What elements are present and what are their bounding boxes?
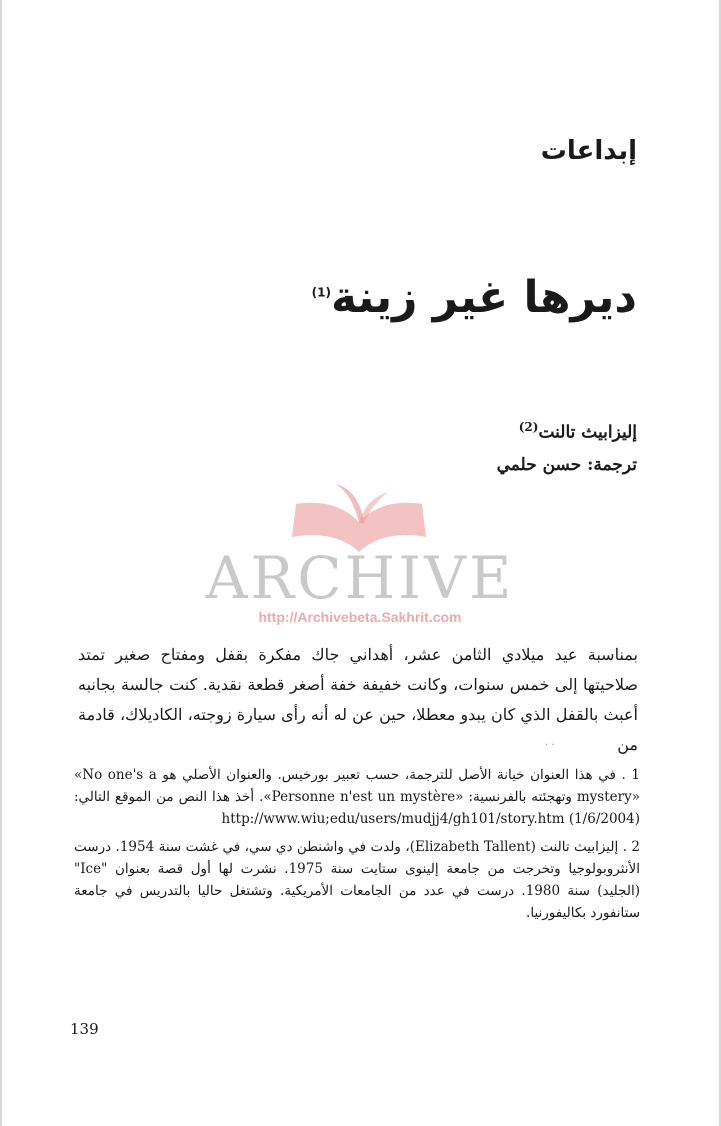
archive-watermark <box>200 476 520 636</box>
page-edge-left <box>0 0 2 1126</box>
footnote-2 <box>74 836 640 924</box>
footnote-2-text-c: (الجليد) سنة 1980. درست في عدد من الجامعات الأمريكية. وتشتغل حاليا بالتدريس في جامعة ستانفورد بكاليفورنيا. <box>74 883 640 921</box>
footnotes <box>74 764 640 930</box>
archive-watermark-word: ARCHIVE <box>205 544 515 612</box>
author-name <box>519 420 637 443</box>
footnote-1-english-title: «No one's a mystery» <box>74 767 640 805</box>
footnote-2-number: 2 . <box>622 839 640 855</box>
footnote-1-french-title: «Personne n'est un mystère» <box>263 789 464 805</box>
story-title <box>312 272 637 323</box>
author-name-text: إليزابيث تالنت <box>538 422 637 443</box>
footnote-1-text-b: وتهجئته بالفرنسية: <box>468 789 572 805</box>
story-paragraph: بمناسبة عيد ميلادي الثامن عشر، أهداني جاك مفكرة بقفل ومفتاح صغير تمتد صلاحيتها إلى خمس سنوات، وكانت خفيفة خفة أصغر قطعة نقدية. كنت جالسة بجانبه أعبث بالقفل الذي كان يبدو معطلا، حين عن له أنه رأى سيارة زوجته، الكاديلاك، قادمة من <box>78 645 638 754</box>
page-number: 139 <box>70 1020 99 1038</box>
footnote-1-url[interactable]: http://www.wiu;edu/users/mudjj4/gh101/story.htm (1/6/2004) <box>221 811 640 827</box>
author-footnote-ref[interactable]: (2) <box>518 420 539 434</box>
section-label: إبداعات <box>540 136 637 166</box>
scan-speck: · · <box>545 740 555 751</box>
footnote-2-ice-title: "Ice" <box>74 861 108 877</box>
footnote-2-english-name: (Elizabeth Tallent) <box>409 839 536 855</box>
title-footnote-ref[interactable]: (1) <box>311 285 331 300</box>
story-title-text: ديرها غير زينة <box>330 272 637 323</box>
archive-watermark-url[interactable]: http://Archivebeta.Sakhrit.com <box>258 609 462 625</box>
footnote-1-text-c: . أخذ هذا النص من الموقع التالي: <box>74 789 264 805</box>
footnote-1 <box>74 764 640 830</box>
translator-credit: ترجمة: حسن حلمي <box>496 455 637 475</box>
footnote-1-number: 1 . <box>621 767 640 783</box>
footnote-1-text-a: في هذا العنوان خيانة الأصل للترجمة، حسب تعبير بورخيس. والعنوان الأصلي هو <box>162 767 616 783</box>
footnote-2-text-b: ، ولدت في واشنطن دي سي، في غشت سنة 1954. درست الأنثروبولوجيا وتخرجت من جامعة إلينوى ستايت سنة 1975. نشرت لها أول قصة بعنوان <box>74 839 640 877</box>
footnote-2-text-a: إليزابيث تالنت <box>540 839 619 855</box>
